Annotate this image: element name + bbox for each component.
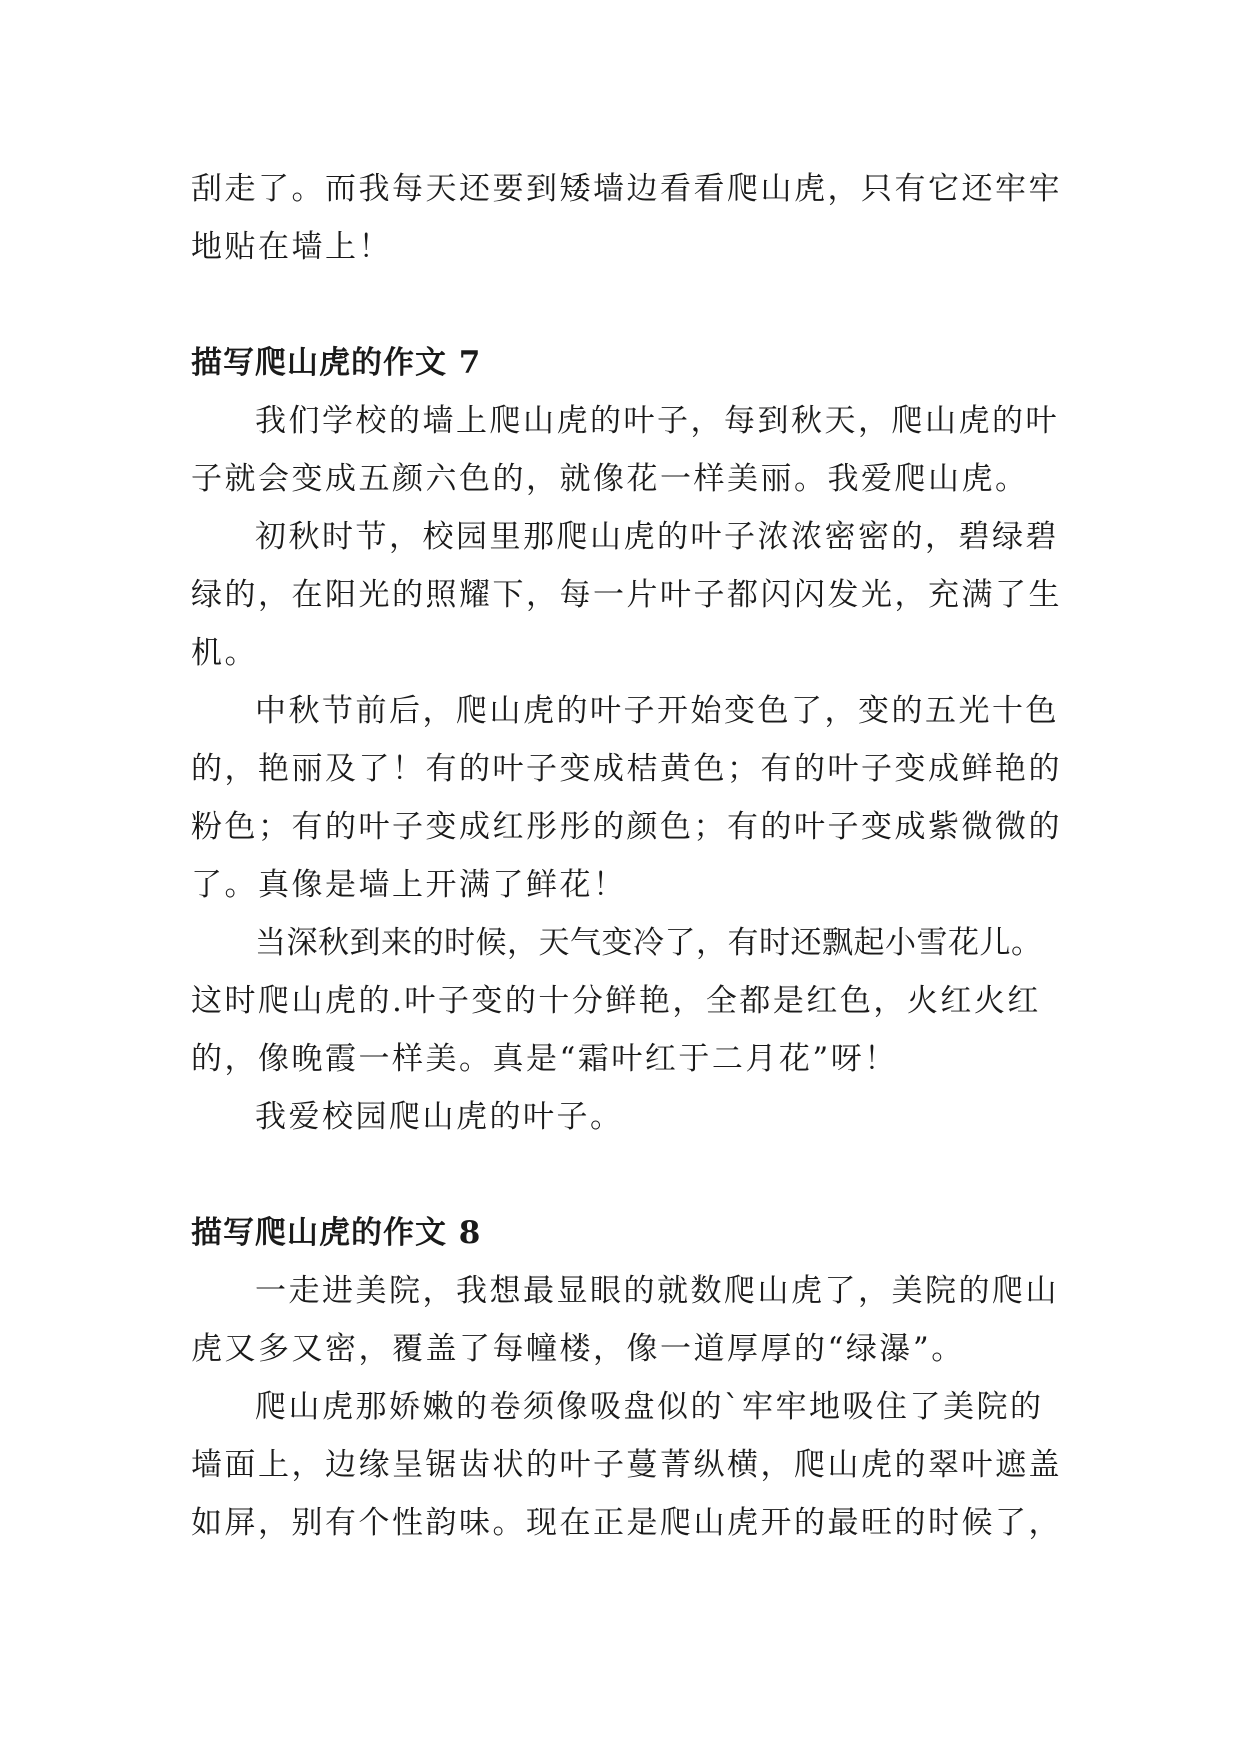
text-line: 的，艳丽及了！有的叶子变成桔黄色；有的叶子变成鲜艳的: [191, 751, 1062, 787]
text-line: 子就会变成五颜六色的，就像花一样美丽。我爱爬山虎。: [191, 461, 1029, 497]
section-8-paragraph-2: [191, 1378, 1071, 1552]
text-line: 虎又多又密，覆盖了每幢楼，像一道厚厚的“绿瀑”。: [191, 1331, 965, 1367]
text-line: 刮走了。而我每天还要到矮墙边看看爬山虎，只有它还牢牢: [191, 171, 1062, 207]
section-8-title: 描写爬山虎的作文 8: [191, 1215, 482, 1251]
text-line: 的，像晚霞一样美。真是“霜叶红于二月花”呀！: [191, 1041, 898, 1077]
section-7-paragraph-1: [191, 392, 1071, 508]
text-line: 机。: [191, 635, 258, 671]
section-spacer: [191, 276, 1071, 334]
text-line: 绿的，在阳光的照耀下，每一片叶子都闪闪发光，充满了生: [191, 577, 1062, 613]
text-line: 了。真像是墙上开满了鲜花！: [191, 867, 627, 903]
text-line: 一走进美院，我想最显眼的就数爬山虎了，美院的爬山: [255, 1273, 1059, 1309]
section-7-paragraph-4: [191, 914, 1071, 1088]
section-7-title: 描写爬山虎的作文 7: [191, 345, 482, 381]
intro-paragraph: [191, 160, 1071, 276]
text-line: 我们学校的墙上爬山虎的叶子，每到秋天，爬山虎的叶: [255, 403, 1059, 439]
text-line: 墙面上，边缘呈锯齿状的叶子蔓菁纵横，爬山虎的翠叶遮盖: [191, 1447, 1062, 1483]
text-line: 初秋时节，校园里那爬山虎的叶子浓浓密密的，碧绿碧: [255, 519, 1059, 555]
section-8-paragraph-1: [191, 1262, 1071, 1378]
section-spacer: [191, 1146, 1071, 1204]
text-line: 如屏，别有个性韵味。现在正是爬山虎开的最旺的时候了，: [191, 1505, 1062, 1541]
text-line: 粉色；有的叶子变成红彤彤的颜色；有的叶子变成紫微微的: [191, 809, 1062, 845]
section-7-paragraph-3: [191, 682, 1071, 914]
text-line: 这时爬山虎的.叶子变的十分鲜艳，全都是红色，火红火红: [191, 983, 1041, 1019]
document-body: [191, 160, 1071, 1552]
section-7-paragraph-5: [191, 1088, 1071, 1146]
text-line: 当深秋到来的时候，天气变冷了，有时还飘起小雪花儿。: [255, 925, 1043, 961]
section-7-paragraph-2: [191, 508, 1071, 682]
text-line: 地贴在墙上！: [191, 229, 392, 265]
text-line: 中秋节前后，爬山虎的叶子开始变色了，变的五光十色: [255, 693, 1059, 729]
text-line: 我爱校园爬山虎的叶子。: [255, 1099, 624, 1135]
text-line: 爬山虎那娇嫩的卷须像吸盘似的`牢牢地吸住了美院的: [255, 1389, 1044, 1425]
